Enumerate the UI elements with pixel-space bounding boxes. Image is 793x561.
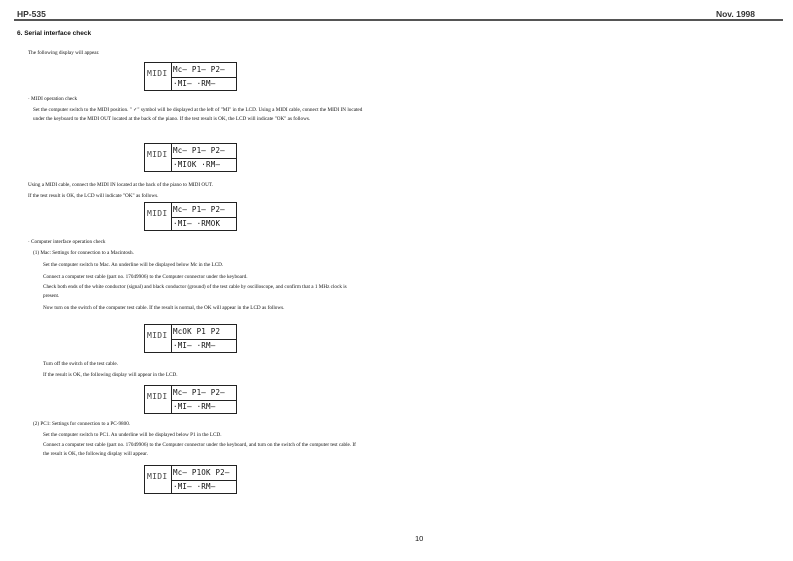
- header-model: HP-535: [17, 9, 46, 19]
- lcd-row-2: ·MI— ·RM—: [173, 79, 216, 88]
- lcd-display: [144, 385, 237, 414]
- header-rule: [14, 19, 783, 21]
- mac-step-3: Check both ends of the white conductor (signal) and black conductor (ground) of the test cable by oscilloscope, and confirm that a 1 MHz clock is present.: [43, 284, 347, 299]
- lcd-row-2: ·MI— ·RM—: [173, 402, 216, 411]
- lcd-row-1: Mc— P1— P2—: [173, 65, 225, 74]
- lcd-row-1: Mc— P1— P2—: [173, 388, 225, 397]
- mac-step-5: Turn off the switch of the test cable.: [43, 361, 118, 367]
- lcd-display: [144, 62, 237, 91]
- lcd-display: [144, 143, 237, 172]
- lcd-row-2: ·MI— ·RM—: [173, 341, 216, 350]
- lcd-mode: MIDI: [147, 150, 168, 159]
- lcd-row-1: Mc— P1— P2—: [173, 205, 225, 214]
- page-number: 10: [415, 534, 424, 543]
- lcd-mode: MIDI: [147, 392, 168, 401]
- lcd-display: [144, 465, 237, 494]
- mac-step-4: Now turn on the switch of the computer test cable. If the result is normal, the OK will appear in the LCD as follows.: [43, 305, 285, 311]
- lcd-row-2: ·MI— ·RM—: [173, 482, 216, 491]
- lcd-mode: MIDI: [147, 69, 168, 78]
- lcd-display: [144, 202, 237, 231]
- lcd-row-1: Mc— P1— P2—: [173, 146, 225, 155]
- lcd-row-divider: [171, 339, 236, 340]
- mac-step-6: If the result is OK, the following display will appear in the LCD.: [43, 372, 178, 378]
- lcd-row-divider: [171, 217, 236, 218]
- midi-line-3: If the test result is OK, the LCD will indicate "OK" as follows.: [28, 193, 159, 199]
- lcd-row-divider: [171, 77, 236, 78]
- lcd-display: [144, 324, 237, 353]
- mac-heading: (1) Mac: Settings for connection to a Macintosh.: [33, 250, 134, 256]
- lcd-row-2: ·MIOK ·RM—: [173, 160, 221, 169]
- midi-line-2: Using a MIDI cable, connect the MIDI IN located at the back of the piano to MIDI OUT.: [28, 182, 214, 188]
- lcd-mode: MIDI: [147, 331, 168, 340]
- lcd-row-2: ·MI— ·RMOK: [173, 219, 221, 228]
- section-title: 6. Serial interface check: [17, 30, 92, 37]
- lcd-row-divider: [171, 400, 236, 401]
- header-date: Nov. 1998: [715, 9, 755, 19]
- lcd-mode: MIDI: [147, 472, 168, 481]
- lcd-row-divider: [171, 158, 236, 159]
- pc-step-1: Set the computer switch to PC1. An underline will be displayed below P1 in the LCD.: [43, 432, 222, 438]
- lcd-mode: MIDI: [147, 209, 168, 218]
- mac-step-2: Connect a computer test cable (part no. 17049906) to the Computer connector under the keyboard.: [43, 274, 248, 280]
- midi-paragraph: Set the computer switch to the MIDI position. " ✓" symbol will be displayed at the left of "MI" in the LCD. Using a MIDI cable, connect the MIDI IN located under the keyboard to the MIDI OUT located at the back of the piano. If the test result is OK, the LCD will indicate "OK" as follows.: [33, 107, 363, 122]
- pc-step-2: Connect a computer test cable (part no. 17049906) to the Computer connector under the keyboard, and turn on the switch of the computer test cable. If the result is OK, the following display will appear.: [43, 442, 356, 457]
- intro-text: The following display will appear.: [28, 50, 100, 56]
- lcd-row-1: Mc— P1OK P2—: [173, 468, 230, 477]
- mac-step-1: Set the computer switch to Mac. An underline will be displayed below Mc in the LCD.: [43, 262, 224, 268]
- lcd-row-1: McOK P1 P2: [173, 327, 221, 336]
- lcd-row-divider: [171, 480, 236, 481]
- pc-heading: (2) PC1: Settings for connection to a PC-9800.: [33, 421, 131, 427]
- computer-heading: · Computer interface operation check: [28, 239, 106, 245]
- midi-heading: · MIDI operation check: [28, 96, 78, 102]
